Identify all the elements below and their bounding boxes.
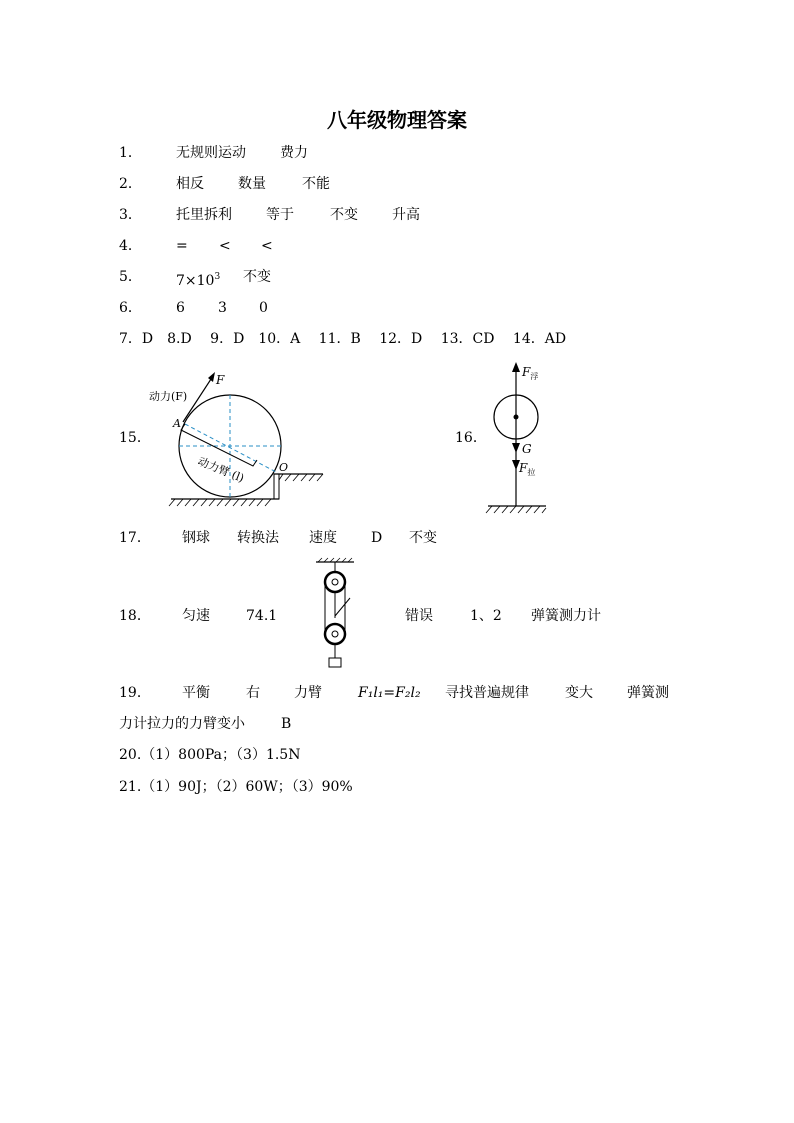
answer-text: 1、2 xyxy=(470,608,502,624)
lever-arm-bracket xyxy=(181,424,257,466)
ground-hatching xyxy=(486,506,546,513)
buoyancy-arrowhead xyxy=(512,362,520,372)
ground-hatching xyxy=(169,499,271,506)
answer-text: 力臂 xyxy=(294,685,322,701)
question-number: 15． xyxy=(119,430,151,446)
gravity-arrowhead xyxy=(512,443,520,453)
force-label: 动力(F) xyxy=(149,390,188,403)
buoyancy-diagram xyxy=(482,358,562,518)
lever-wheel-diagram xyxy=(143,360,323,510)
question-number: 2． xyxy=(119,176,142,192)
answer-text: 转换法 xyxy=(237,530,279,546)
answer-text: 不能 xyxy=(302,176,330,192)
answer-text: 弹簧测 xyxy=(627,685,669,701)
buoyancy-label: $F_浮$ xyxy=(522,365,539,381)
answer-text: 变大 xyxy=(565,685,593,701)
answer-text: 寻找普遍规律 xyxy=(445,685,529,701)
step-block xyxy=(274,474,279,499)
rope-free-end xyxy=(335,598,350,616)
formula-text: F₁l₁=F₂l₂ xyxy=(358,685,421,701)
answer-text: 升高 xyxy=(392,207,420,223)
pulley-diagram xyxy=(310,558,360,670)
question-number: 4． xyxy=(119,238,142,254)
weight-block xyxy=(329,658,341,667)
answer-text: 等于 xyxy=(266,207,294,223)
answer-text: 力计拉力的力臂变小 xyxy=(119,716,245,732)
question-number: 1． xyxy=(119,145,142,161)
answer-text: 不变 xyxy=(409,530,437,546)
answer-base: 7×10 xyxy=(176,273,215,289)
answer-text: 0 xyxy=(259,300,268,316)
force-arrowhead xyxy=(208,372,215,382)
pull-label: $F_拉$ xyxy=(519,461,536,477)
answer-text: 相反 xyxy=(176,176,204,192)
answer-text: 不变 xyxy=(330,207,358,223)
ball-center xyxy=(514,415,519,420)
answer-text: 6 xyxy=(176,300,185,316)
answer-text xyxy=(176,267,220,291)
lever-arm-label: 动力臂 (l) xyxy=(195,454,246,485)
answer-text: 3 xyxy=(218,300,227,316)
gravity-label: G xyxy=(522,442,532,456)
point-a-label: A xyxy=(173,417,181,430)
force-arrow xyxy=(183,376,213,422)
fixed-pulley-axle xyxy=(332,579,338,585)
answer-text: < xyxy=(219,238,231,254)
question-number: 19． xyxy=(119,685,151,701)
question-number: 16． xyxy=(455,430,487,446)
question-number: 18． xyxy=(119,608,151,624)
answer-text: 74.1 xyxy=(246,608,278,624)
answer-text: 20.（1）800Pa；（3）1.5N xyxy=(119,747,301,763)
question-number: 5． xyxy=(119,269,142,285)
answer-exponent: 3 xyxy=(214,272,221,282)
question-number: 6． xyxy=(119,300,142,316)
answer-text: 托里拆利 xyxy=(176,207,232,223)
answer-text: 无规则运动 xyxy=(176,145,246,161)
answer-text: 21.（1）90J；（2）60W；（3）90% xyxy=(119,779,353,795)
question-number: 17． xyxy=(119,530,151,546)
point-o-label: O xyxy=(279,461,289,474)
movable-pulley-axle xyxy=(332,631,338,637)
answer-text: 数量 xyxy=(238,176,266,192)
answer-text: 错误 xyxy=(405,608,433,624)
answer-text: 不变 xyxy=(243,269,271,285)
step-hatching xyxy=(279,474,323,481)
answer-text: B xyxy=(281,716,292,732)
answer-text: 钢球 xyxy=(182,530,210,546)
answer-text: 匀速 xyxy=(182,608,210,624)
question-number: 3． xyxy=(119,207,142,223)
page-title: 八年级物理答案 xyxy=(327,108,467,132)
answer-text: 速度 xyxy=(309,530,337,546)
answer-text: 费力 xyxy=(280,145,308,161)
answer-text: D xyxy=(371,530,383,546)
answer-text: = xyxy=(176,238,188,254)
answer-text: < xyxy=(261,238,273,254)
answer-text: 弹簧测力计 xyxy=(531,608,601,624)
force-symbol: F xyxy=(216,373,225,387)
answer-text: 右 xyxy=(246,685,260,701)
answer-text: 平衡 xyxy=(182,685,210,701)
answer-text: 7．D 8.D 9．D 10．A 11．B 12．D 13．CD 14．AD xyxy=(119,331,567,347)
